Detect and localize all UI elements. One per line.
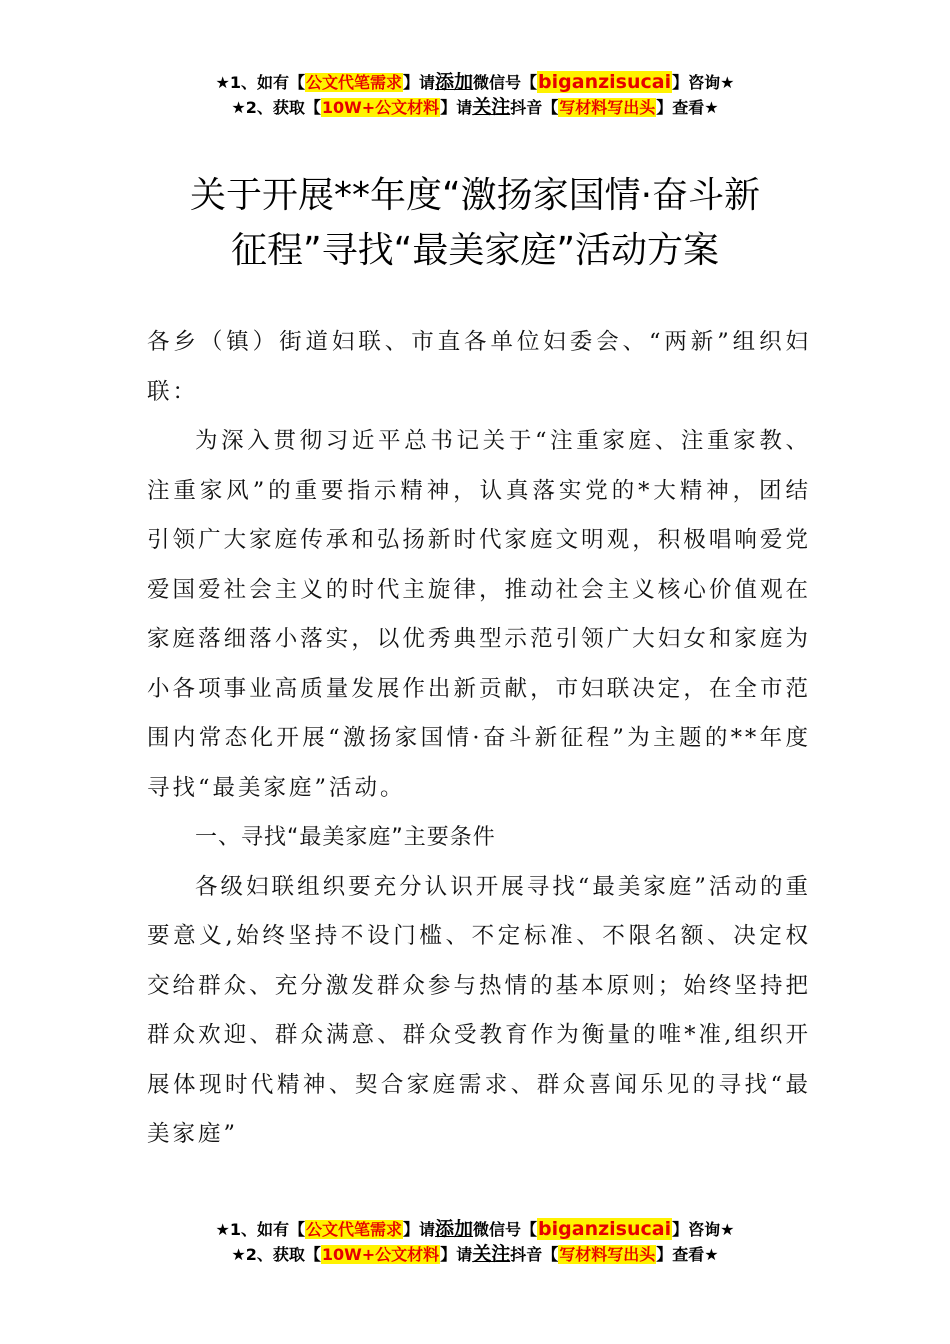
section-heading: 一、寻找“最美家庭”主要条件 — [195, 825, 496, 850]
highlight-materials: 10W+公文材料 — [321, 98, 440, 117]
banner-text: 抖音【 — [510, 98, 559, 117]
banner-text: 】查看★ — [656, 98, 719, 117]
banner-text: 】查看★ — [656, 1245, 719, 1264]
footer-banner — [0, 1217, 950, 1267]
highlight-materials: 10W+公文材料 — [321, 1245, 440, 1264]
banner-text: ★1、如有【 — [215, 73, 305, 92]
document-body — [147, 318, 811, 1160]
emphasis-text: 添加 — [435, 71, 474, 93]
banner-text: ★2、获取【 — [231, 98, 321, 117]
banner-text: 】请 — [403, 73, 436, 92]
banner-line-2 — [0, 95, 950, 120]
emphasis-text: 添加 — [435, 1218, 474, 1240]
emphasis-text: 关注 — [472, 1243, 511, 1265]
salutation: 各乡（镇）街道妇联、市直各单位妇委会、“两新”组织妇联： — [147, 329, 811, 405]
banner-text: ★2、获取【 — [231, 1245, 321, 1264]
banner-text: 】咨询★ — [672, 73, 735, 92]
highlight-wechat-id: biganzisucai — [538, 1218, 672, 1240]
highlight-wechat-id: biganzisucai — [538, 71, 672, 93]
banner-text: 】咨询★ — [672, 1220, 735, 1239]
emphasis-text: 关注 — [472, 96, 511, 118]
banner-text: 微信号【 — [473, 1220, 538, 1239]
banner-line-1 — [0, 70, 950, 95]
highlight-douyin: 写材料写出头 — [559, 98, 656, 117]
banner-text: 微信号【 — [473, 73, 538, 92]
paragraph-section-1: 各级妇联组织要充分认识开展寻找“最美家庭”活动的重要意义,始终坚持不设门槛、不定标准、不限名额、决定权交给群众、充分激发群众参与热情的基本原则；始终坚持把群众欢迎、群众满意、群众受教育作为衡量的唯*准,组织开展体现时代精神、契合家庭需求、群众喜闻乐见的寻找“最美家庭” — [147, 873, 811, 1147]
highlight-service: 公文代笔需求 — [305, 73, 402, 92]
banner-text: 】请 — [440, 1245, 473, 1264]
document-title — [0, 168, 950, 278]
banner-text: 】请 — [403, 1220, 436, 1239]
banner-line-1 — [0, 1217, 950, 1242]
header-banner — [0, 70, 950, 120]
banner-line-2 — [0, 1242, 950, 1267]
banner-text: 】请 — [440, 98, 473, 117]
title-line-1: 关于开展**年度“激扬家国情·奋斗新 — [189, 175, 761, 216]
highlight-douyin: 写材料写出头 — [559, 1245, 656, 1264]
banner-text: ★1、如有【 — [215, 1220, 305, 1239]
title-line-2: 征程”寻找“最美家庭”活动方案 — [231, 230, 719, 271]
paragraph-intro: 为深入贯彻习近平总书记关于“注重家庭、注重家教、注重家风”的重要指示精神，认真落实党的*大精神，团结引领广大家庭传承和弘扬新时代家庭文明观，积极唱响爱党爱国爱社会主义的时代主旋律，推动社会主义核心价值观在家庭落细落小落实，以优秀典型示范引领广大妇女和家庭为小各项事业高质量发展作出新贡献，市妇联决定，在全市范围内常态化开展“激扬家国情·奋斗新征程”为主题的**年度寻找“最美家庭”活动。 — [147, 428, 811, 801]
banner-text: 抖音【 — [510, 1245, 559, 1264]
highlight-service: 公文代笔需求 — [305, 1220, 402, 1239]
